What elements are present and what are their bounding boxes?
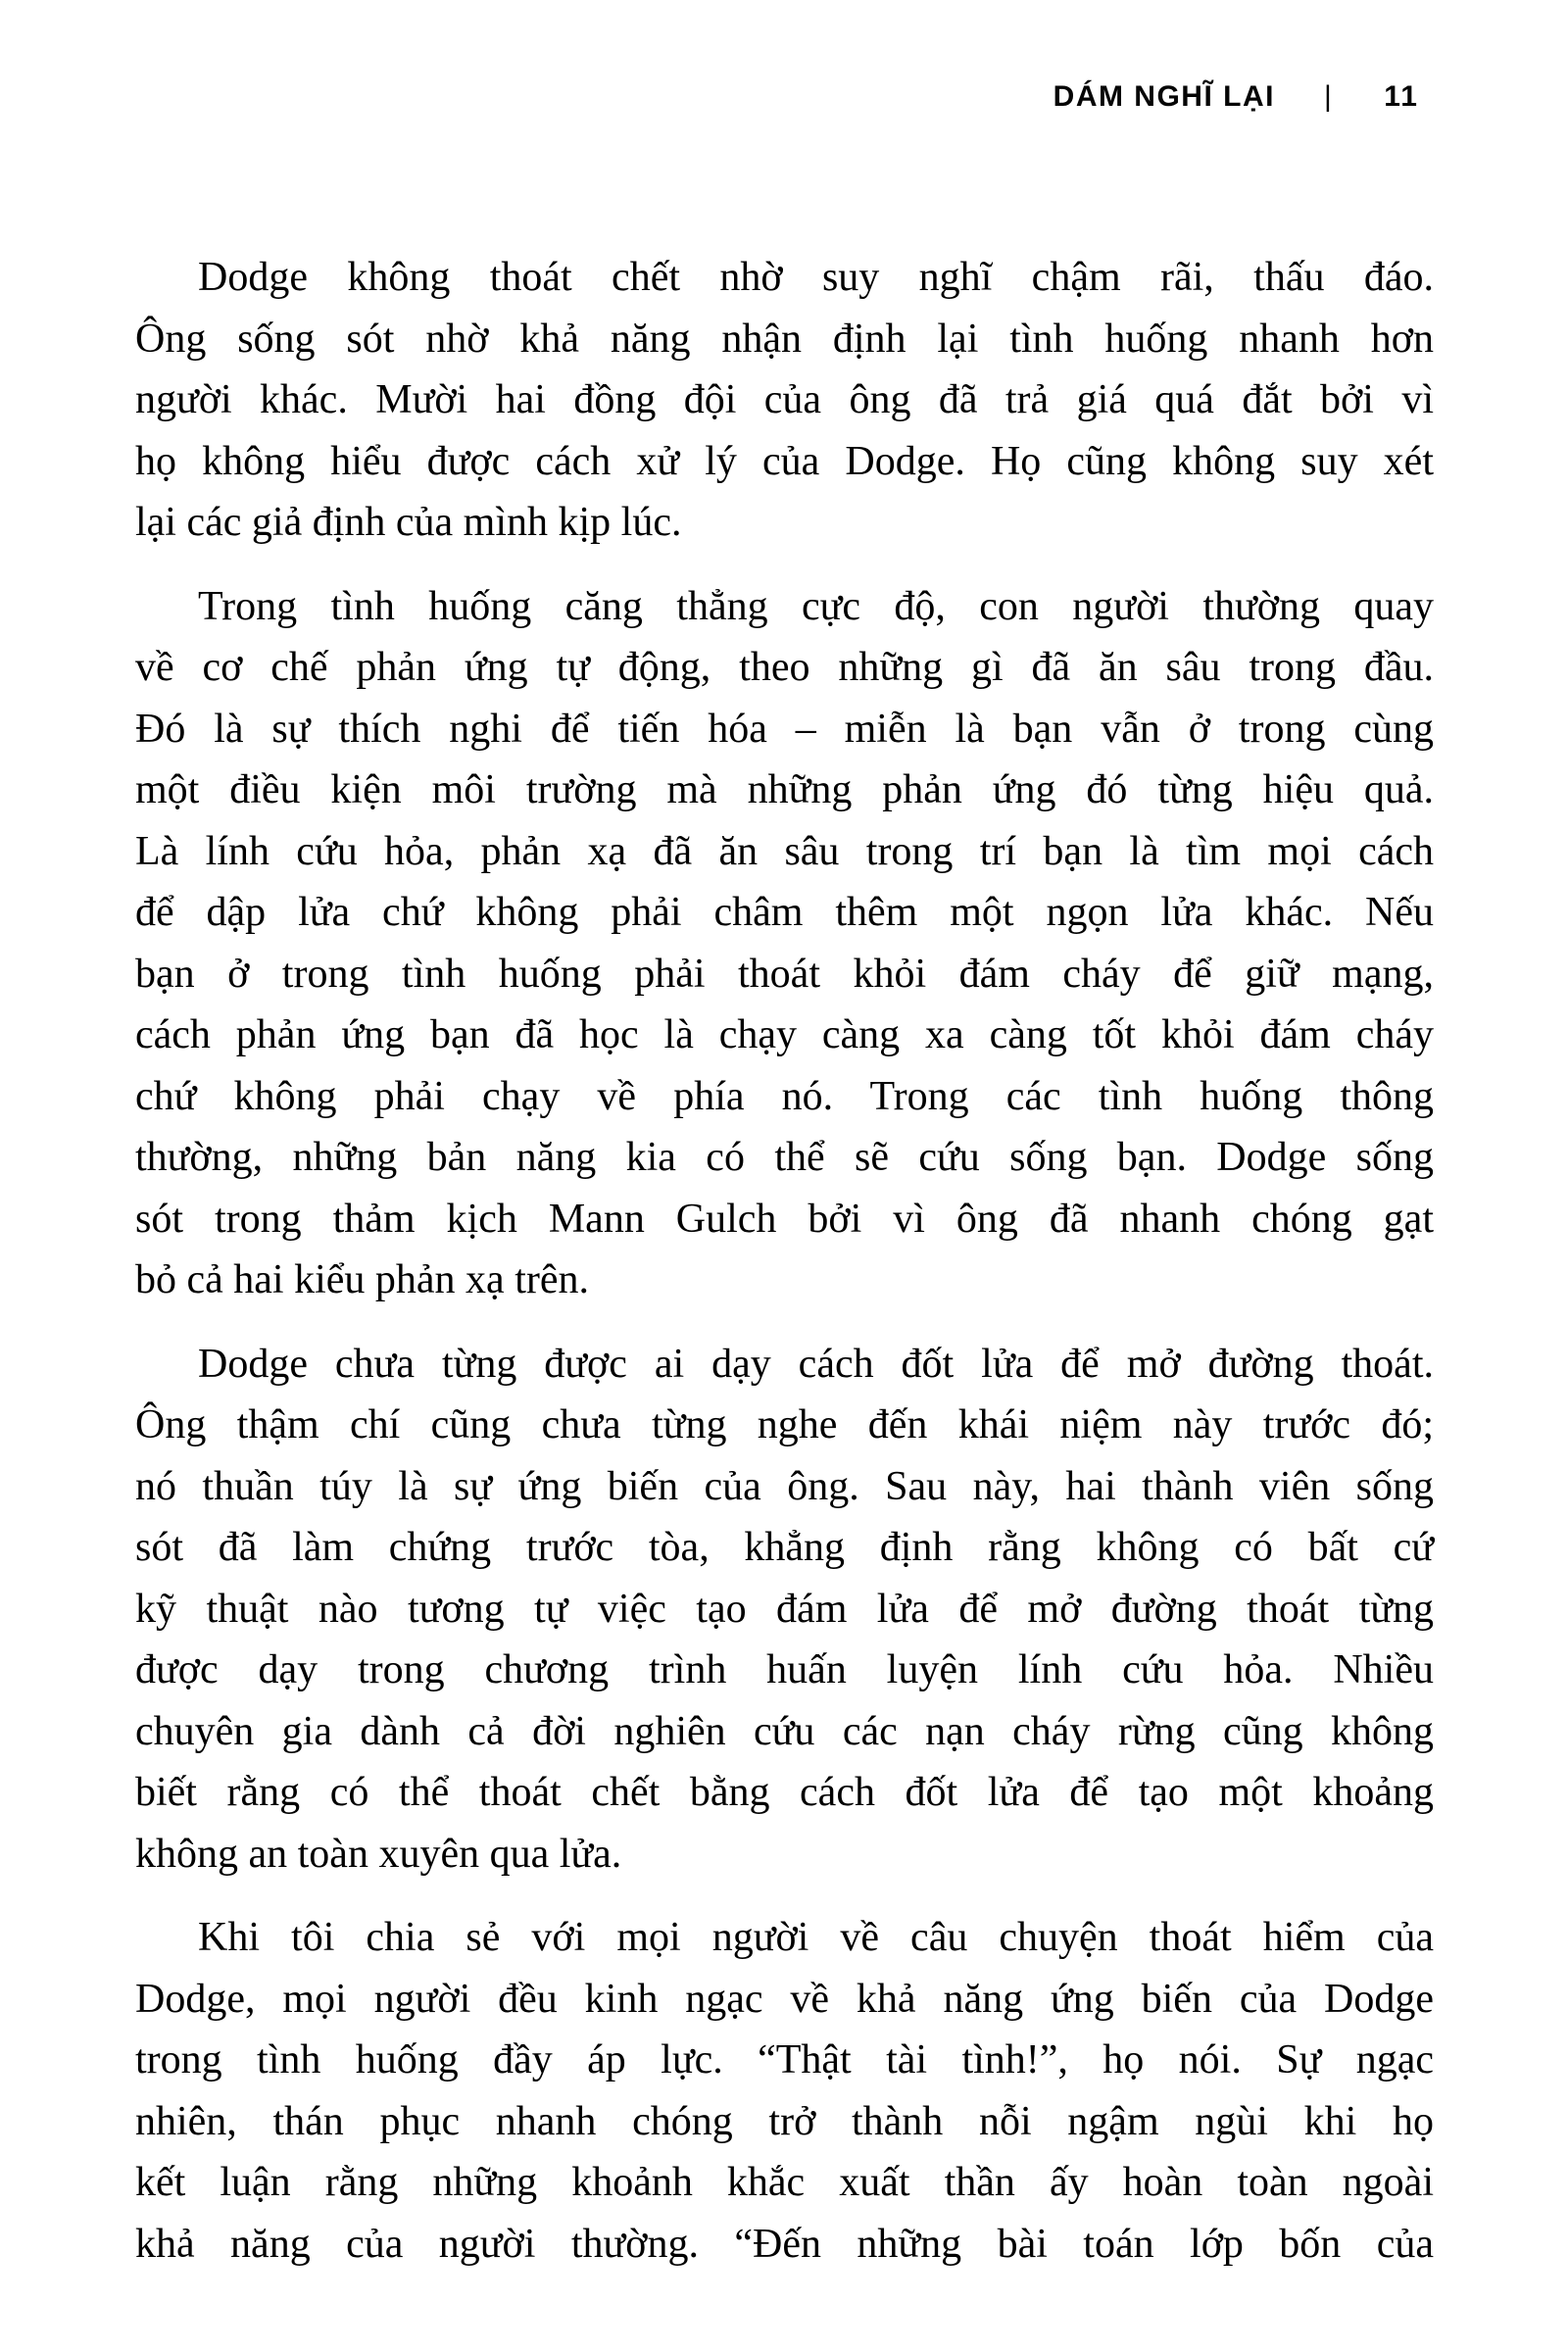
text-line: Đó là sự thích nghi để tiến hóa – miễn là bạn vẫn ở trong cùng <box>135 706 1434 752</box>
paragraph <box>135 1334 1434 1886</box>
text-line: khả năng của người thường. “Đến những bài toán lớp bốn của <box>135 2221 1434 2267</box>
text-line: Ông sống sót nhờ khả năng nhận định lại tình huống nhanh hơn <box>135 316 1434 362</box>
text-line: một điều kiện môi trường mà những phản ứng đó từng hiệu quả. <box>135 767 1434 812</box>
running-header <box>1054 80 1419 114</box>
paragraph <box>135 1907 1434 2275</box>
text-line: không an toàn xuyên qua lửa. <box>135 1831 622 1877</box>
text-line: Dodge, mọi người đều kinh ngạc về khả năng ứng biến của Dodge <box>135 1976 1434 2022</box>
text-line: sót trong thảm kịch Mann Gulch bởi vì ông đã nhanh chóng gạt <box>135 1196 1434 1242</box>
text-line: được dạy trong chương trình huấn luyện lính cứu hỏa. Nhiều <box>135 1647 1434 1692</box>
page-number: 11 <box>1384 80 1419 113</box>
text-line: Dodge chưa từng được ai dạy cách đốt lửa để mở đường thoát. <box>198 1341 1434 1387</box>
paragraph <box>135 247 1434 554</box>
body-text <box>135 247 1434 2297</box>
text-line: biết rằng có thể thoát chết bằng cách đốt lửa để tạo một khoảng <box>135 1770 1434 1815</box>
header-separator: | <box>1323 80 1334 113</box>
text-line: Trong tình huống căng thẳng cực độ, con người thường quay <box>198 583 1434 629</box>
text-line: chứ không phải chạy về phía nó. Trong các tình huống thông <box>135 1073 1434 1119</box>
text-line: Ông thậm chí cũng chưa từng nghe đến khái niệm này trước đó; <box>135 1402 1434 1447</box>
text-line: sót đã làm chứng trước tòa, khẳng định rằng không có bất cứ <box>135 1525 1434 1570</box>
text-line: về cơ chế phản ứng tự động, theo những gì đã ăn sâu trong đầu. <box>135 645 1434 690</box>
text-line: chuyên gia dành cả đời nghiên cứu các nạn cháy rừng cũng không <box>135 1708 1434 1754</box>
text-line: nhiên, thán phục nhanh chóng trở thành nỗi ngậm ngùi khi họ <box>135 2098 1434 2144</box>
text-line: nó thuần túy là sự ứng biến của ông. Sau này, hai thành viên sống <box>135 1463 1434 1509</box>
text-line: Khi tôi chia sẻ với mọi người về câu chuyện thoát hiểm của <box>198 1915 1434 1960</box>
text-line: để dập lửa chứ không phải châm thêm một ngọn lửa khác. Nếu <box>135 890 1434 935</box>
text-line: kỹ thuật nào tương tự việc tạo đám lửa để mở đường thoát từng <box>135 1586 1434 1632</box>
text-line: trong tình huống đầy áp lực. “Thật tài tình!”, họ nói. Sự ngạc <box>135 2037 1434 2082</box>
text-line: Là lính cứu hỏa, phản xạ đã ăn sâu trong trí bạn là tìm mọi cách <box>135 828 1434 874</box>
text-line: bạn ở trong tình huống phải thoát khỏi đám cháy để giữ mạng, <box>135 951 1434 997</box>
text-line: cách phản ứng bạn đã học là chạy càng xa càng tốt khỏi đám cháy <box>135 1012 1434 1057</box>
text-line: Dodge không thoát chết nhờ suy nghĩ chậm rãi, thấu đáo. <box>198 255 1434 300</box>
text-line: kết luận rằng những khoảnh khắc xuất thần ấy hoàn toàn ngoài <box>135 2160 1434 2205</box>
book-title: DÁM NGHĨ LẠI <box>1053 80 1275 113</box>
text-line: thường, những bản năng kia có thể sẽ cứu sống bạn. Dodge sống <box>135 1135 1434 1180</box>
text-line: bỏ cả hai kiểu phản xạ trên. <box>135 1257 589 1302</box>
text-line: người khác. Mười hai đồng đội của ông đã trả giá quá đắt bởi vì <box>135 377 1434 422</box>
text-line: lại các giả định của mình kịp lúc. <box>135 500 682 545</box>
paragraph <box>135 576 1434 1311</box>
text-line: họ không hiểu được cách xử lý của Dodge. Họ cũng không suy xét <box>135 438 1434 484</box>
